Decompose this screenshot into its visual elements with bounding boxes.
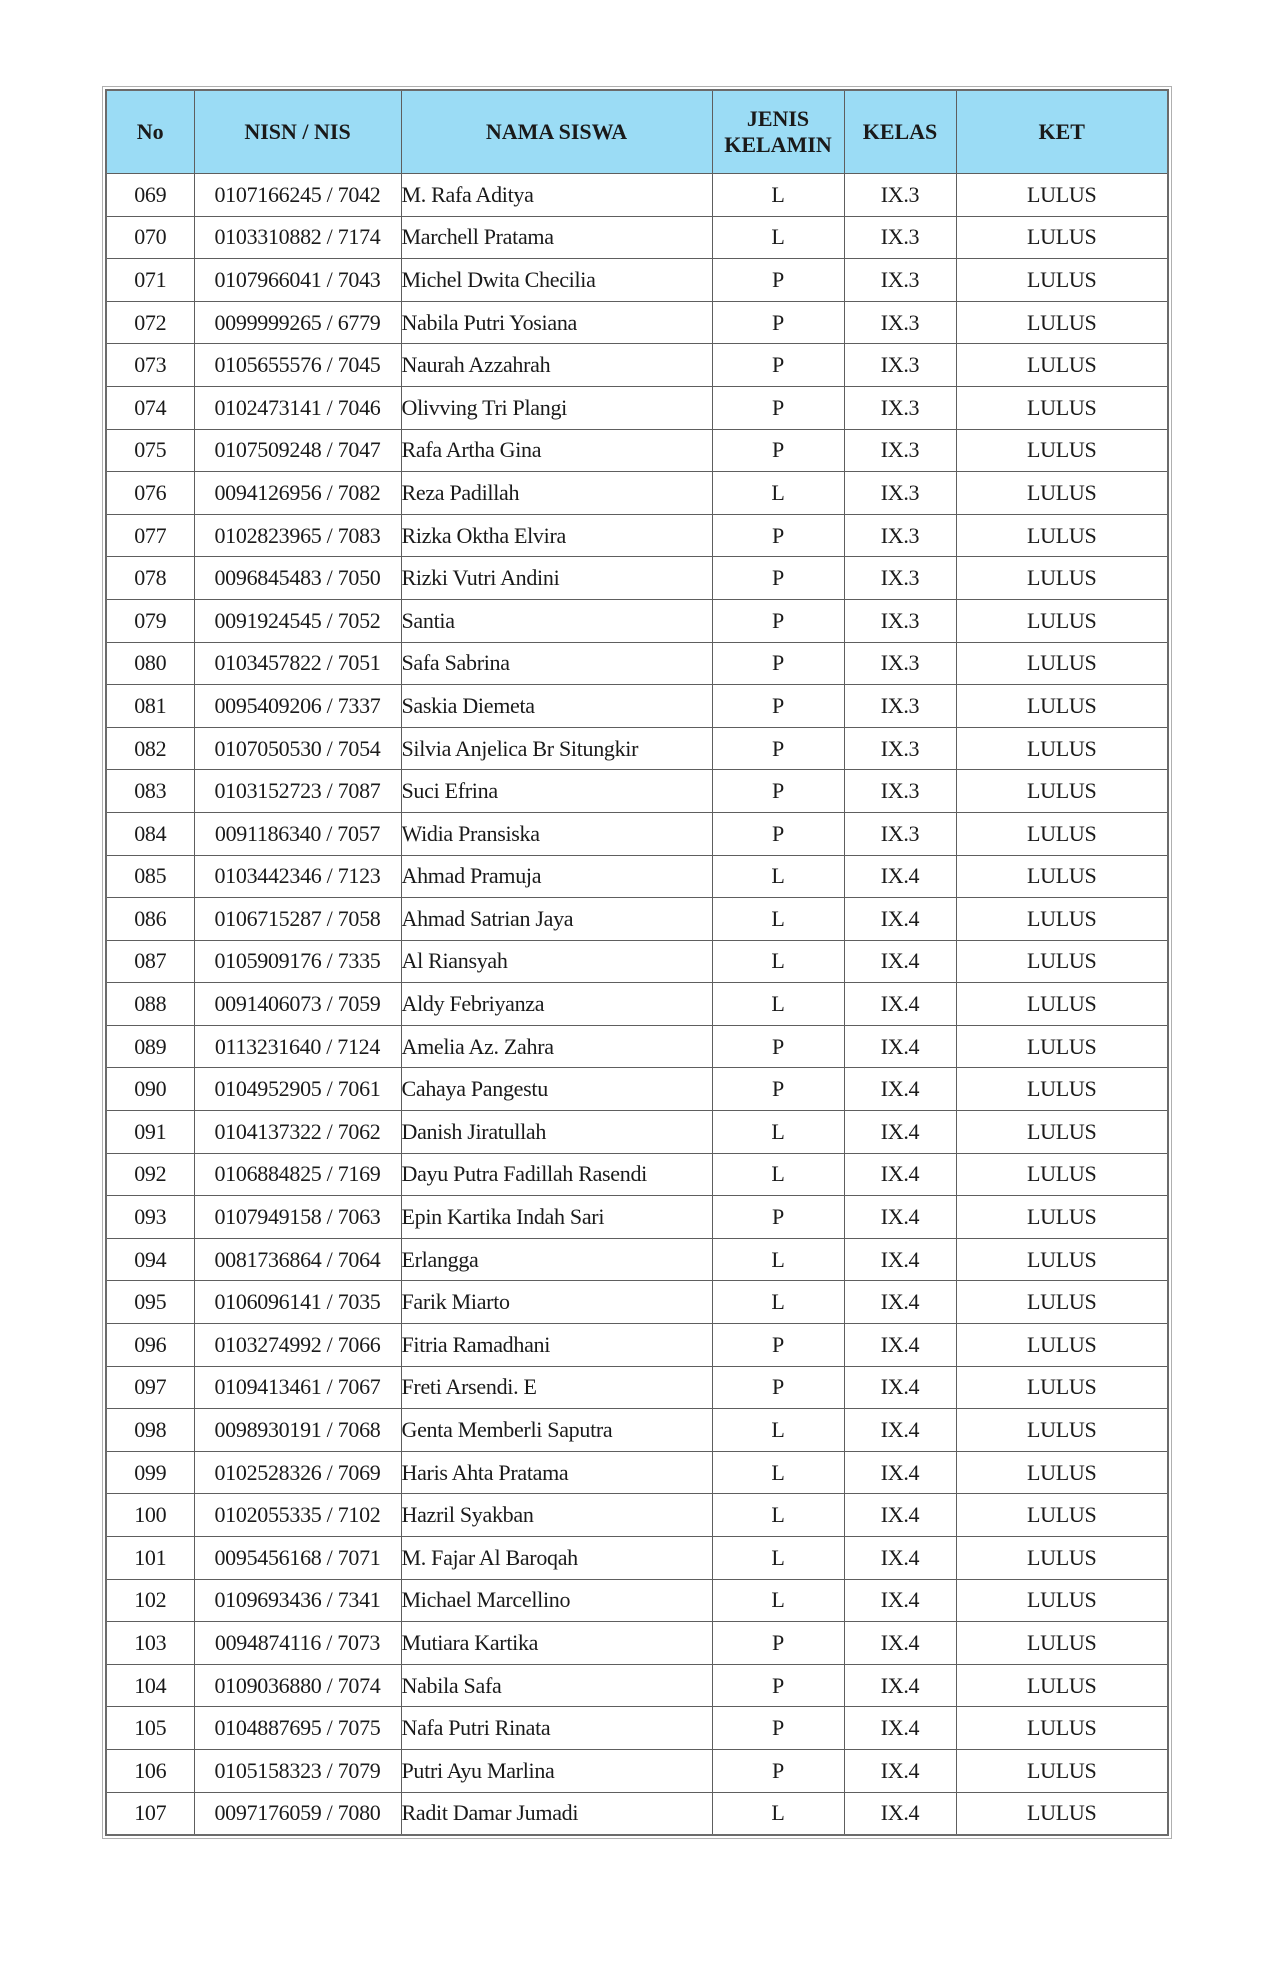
- cell-no: 096: [106, 1324, 194, 1367]
- cell-gender: P: [712, 1366, 844, 1409]
- cell-status: LULUS: [956, 1366, 1168, 1409]
- table-row: [106, 1494, 1168, 1537]
- table-row: [106, 1196, 1168, 1239]
- cell-status: LULUS: [956, 344, 1168, 387]
- cell-class: IX.3: [844, 599, 956, 642]
- cell-gender: P: [712, 642, 844, 685]
- cell-gender: P: [712, 429, 844, 472]
- cell-no: 093: [106, 1196, 194, 1239]
- cell-class: IX.4: [844, 940, 956, 983]
- cell-gender: L: [712, 1409, 844, 1452]
- cell-no: 072: [106, 301, 194, 344]
- cell-class: IX.4: [844, 983, 956, 1026]
- header-name: NAMA SISWA: [401, 90, 712, 174]
- table-row: [106, 216, 1168, 259]
- table-row: [106, 1707, 1168, 1750]
- table-row: [106, 1281, 1168, 1324]
- cell-nisn: 0102473141 / 7046: [194, 386, 401, 429]
- cell-no: 069: [106, 174, 194, 217]
- cell-student-name: Saskia Diemeta: [401, 685, 712, 728]
- cell-status: LULUS: [956, 1451, 1168, 1494]
- table-row: [106, 1025, 1168, 1068]
- cell-student-name: Dayu Putra Fadillah Rasendi: [401, 1153, 712, 1196]
- cell-gender: L: [712, 472, 844, 515]
- cell-class: IX.4: [844, 1451, 956, 1494]
- cell-student-name: Olivving Tri Plangi: [401, 386, 712, 429]
- cell-gender: P: [712, 1196, 844, 1239]
- cell-gender: P: [712, 557, 844, 600]
- cell-status: LULUS: [956, 514, 1168, 557]
- cell-status: LULUS: [956, 1537, 1168, 1580]
- cell-student-name: Danish Jiratullah: [401, 1111, 712, 1154]
- cell-status: LULUS: [956, 1664, 1168, 1707]
- cell-no: 077: [106, 514, 194, 557]
- cell-class: IX.3: [844, 557, 956, 600]
- cell-no: 075: [106, 429, 194, 472]
- cell-status: LULUS: [956, 1196, 1168, 1239]
- cell-no: 107: [106, 1792, 194, 1835]
- cell-student-name: Al Riansyah: [401, 940, 712, 983]
- cell-gender: P: [712, 599, 844, 642]
- cell-student-name: Rizka Oktha Elvira: [401, 514, 712, 557]
- cell-no: 099: [106, 1451, 194, 1494]
- cell-no: 074: [106, 386, 194, 429]
- cell-class: IX.4: [844, 1409, 956, 1452]
- cell-status: LULUS: [956, 301, 1168, 344]
- cell-status: LULUS: [956, 216, 1168, 259]
- table-row: [106, 429, 1168, 472]
- table-row: [106, 1366, 1168, 1409]
- cell-nisn: 0096845483 / 7050: [194, 557, 401, 600]
- header-sex-line1: JENIS: [746, 106, 810, 131]
- cell-nisn: 0099999265 / 6779: [194, 301, 401, 344]
- cell-status: LULUS: [956, 599, 1168, 642]
- table-row: [106, 1324, 1168, 1367]
- cell-no: 106: [106, 1749, 194, 1792]
- cell-student-name: Nabila Putri Yosiana: [401, 301, 712, 344]
- cell-nisn: 0094126956 / 7082: [194, 472, 401, 515]
- cell-no: 088: [106, 983, 194, 1026]
- cell-student-name: Michael Marcellino: [401, 1579, 712, 1622]
- cell-gender: L: [712, 983, 844, 1026]
- cell-nisn: 0107509248 / 7047: [194, 429, 401, 472]
- cell-student-name: Ahmad Satrian Jaya: [401, 898, 712, 941]
- table-row: [106, 259, 1168, 302]
- cell-student-name: Genta Memberli Saputra: [401, 1409, 712, 1452]
- table-row: [106, 940, 1168, 983]
- cell-student-name: Epin Kartika Indah Sari: [401, 1196, 712, 1239]
- cell-nisn: 0091406073 / 7059: [194, 983, 401, 1026]
- table-row: [106, 514, 1168, 557]
- table-row: [106, 1749, 1168, 1792]
- table-header: [106, 90, 1168, 174]
- cell-gender: P: [712, 301, 844, 344]
- cell-class: IX.4: [844, 1537, 956, 1580]
- cell-nisn: 0102055335 / 7102: [194, 1494, 401, 1537]
- cell-student-name: Haris Ahta Pratama: [401, 1451, 712, 1494]
- cell-gender: L: [712, 1494, 844, 1537]
- cell-student-name: Hazril Syakban: [401, 1494, 712, 1537]
- cell-nisn: 0097176059 / 7080: [194, 1792, 401, 1835]
- cell-student-name: Rafa Artha Gina: [401, 429, 712, 472]
- table-row: [106, 642, 1168, 685]
- cell-student-name: Silvia Anjelica Br Situngkir: [401, 727, 712, 770]
- table-row: [106, 1111, 1168, 1154]
- cell-nisn: 0105158323 / 7079: [194, 1749, 401, 1792]
- cell-no: 095: [106, 1281, 194, 1324]
- cell-nisn: 0104137322 / 7062: [194, 1111, 401, 1154]
- table-row: [106, 1238, 1168, 1281]
- table-row: [106, 855, 1168, 898]
- cell-no: 081: [106, 685, 194, 728]
- cell-status: LULUS: [956, 1324, 1168, 1367]
- cell-no: 076: [106, 472, 194, 515]
- cell-nisn: 0102528326 / 7069: [194, 1451, 401, 1494]
- table-row: [106, 983, 1168, 1026]
- cell-gender: P: [712, 685, 844, 728]
- cell-student-name: Aldy Febriyanza: [401, 983, 712, 1026]
- header-sex-line2: KELAMIN: [724, 132, 832, 157]
- cell-nisn: 0104887695 / 7075: [194, 1707, 401, 1750]
- cell-status: LULUS: [956, 642, 1168, 685]
- cell-gender: L: [712, 1537, 844, 1580]
- cell-class: IX.3: [844, 642, 956, 685]
- cell-gender: L: [712, 1579, 844, 1622]
- table-row: [106, 557, 1168, 600]
- cell-student-name: Freti Arsendi. E: [401, 1366, 712, 1409]
- cell-student-name: Nafa Putri Rinata: [401, 1707, 712, 1750]
- cell-class: IX.4: [844, 1792, 956, 1835]
- cell-class: IX.4: [844, 898, 956, 941]
- table-row: [106, 1068, 1168, 1111]
- cell-class: IX.3: [844, 472, 956, 515]
- table-row: [106, 1622, 1168, 1665]
- cell-class: IX.3: [844, 429, 956, 472]
- cell-student-name: Reza Padillah: [401, 472, 712, 515]
- table-row: [106, 174, 1168, 217]
- cell-gender: L: [712, 174, 844, 217]
- table-row: [106, 812, 1168, 855]
- cell-student-name: Radit Damar Jumadi: [401, 1792, 712, 1835]
- cell-gender: L: [712, 1153, 844, 1196]
- cell-class: IX.4: [844, 1196, 956, 1239]
- cell-gender: P: [712, 1622, 844, 1665]
- cell-gender: P: [712, 812, 844, 855]
- table-row: [106, 727, 1168, 770]
- cell-status: LULUS: [956, 1153, 1168, 1196]
- cell-status: LULUS: [956, 727, 1168, 770]
- cell-no: 078: [106, 557, 194, 600]
- header-ket: KET: [956, 90, 1168, 174]
- header-nisn: NISN / NIS: [194, 90, 401, 174]
- cell-class: IX.4: [844, 1111, 956, 1154]
- cell-gender: L: [712, 940, 844, 983]
- cell-gender: L: [712, 1111, 844, 1154]
- cell-nisn: 0109413461 / 7067: [194, 1366, 401, 1409]
- cell-status: LULUS: [956, 429, 1168, 472]
- cell-class: IX.4: [844, 1281, 956, 1324]
- cell-no: 105: [106, 1707, 194, 1750]
- cell-nisn: 0095456168 / 7071: [194, 1537, 401, 1580]
- cell-status: LULUS: [956, 1494, 1168, 1537]
- cell-nisn: 0091186340 / 7057: [194, 812, 401, 855]
- cell-no: 079: [106, 599, 194, 642]
- cell-nisn: 0113231640 / 7124: [194, 1025, 401, 1068]
- cell-class: IX.4: [844, 1707, 956, 1750]
- cell-no: 094: [106, 1238, 194, 1281]
- table-row: [106, 1579, 1168, 1622]
- cell-status: LULUS: [956, 1238, 1168, 1281]
- cell-no: 101: [106, 1537, 194, 1580]
- cell-class: IX.4: [844, 1238, 956, 1281]
- cell-status: LULUS: [956, 1622, 1168, 1665]
- cell-class: IX.4: [844, 1025, 956, 1068]
- cell-student-name: Safa Sabrina: [401, 642, 712, 685]
- cell-class: IX.3: [844, 812, 956, 855]
- cell-no: 073: [106, 344, 194, 387]
- cell-student-name: Fitria Ramadhani: [401, 1324, 712, 1367]
- cell-class: IX.3: [844, 216, 956, 259]
- cell-no: 098: [106, 1409, 194, 1452]
- cell-status: LULUS: [956, 983, 1168, 1026]
- cell-status: LULUS: [956, 1579, 1168, 1622]
- cell-status: LULUS: [956, 1025, 1168, 1068]
- cell-gender: P: [712, 344, 844, 387]
- cell-no: 092: [106, 1153, 194, 1196]
- cell-no: 100: [106, 1494, 194, 1537]
- cell-no: 102: [106, 1579, 194, 1622]
- cell-no: 071: [106, 259, 194, 302]
- cell-status: LULUS: [956, 1749, 1168, 1792]
- cell-class: IX.4: [844, 1068, 956, 1111]
- cell-class: IX.4: [844, 1366, 956, 1409]
- cell-class: IX.4: [844, 1664, 956, 1707]
- cell-nisn: 0105909176 / 7335: [194, 940, 401, 983]
- cell-gender: L: [712, 1238, 844, 1281]
- cell-status: LULUS: [956, 1111, 1168, 1154]
- cell-status: LULUS: [956, 898, 1168, 941]
- cell-nisn: 0081736864 / 7064: [194, 1238, 401, 1281]
- cell-class: IX.3: [844, 301, 956, 344]
- cell-nisn: 0103442346 / 7123: [194, 855, 401, 898]
- cell-student-name: M. Fajar Al Baroqah: [401, 1537, 712, 1580]
- cell-status: LULUS: [956, 472, 1168, 515]
- cell-no: 080: [106, 642, 194, 685]
- cell-student-name: Cahaya Pangestu: [401, 1068, 712, 1111]
- table-row: [106, 386, 1168, 429]
- cell-nisn: 0091924545 / 7052: [194, 599, 401, 642]
- cell-status: LULUS: [956, 685, 1168, 728]
- cell-nisn: 0095409206 / 7337: [194, 685, 401, 728]
- cell-status: LULUS: [956, 1409, 1168, 1452]
- cell-gender: P: [712, 386, 844, 429]
- cell-student-name: Widia Pransiska: [401, 812, 712, 855]
- table-row: [106, 1153, 1168, 1196]
- cell-status: LULUS: [956, 259, 1168, 302]
- cell-nisn: 0106096141 / 7035: [194, 1281, 401, 1324]
- cell-nisn: 0094874116 / 7073: [194, 1622, 401, 1665]
- cell-gender: L: [712, 1281, 844, 1324]
- cell-gender: L: [712, 855, 844, 898]
- cell-gender: L: [712, 1451, 844, 1494]
- cell-nisn: 0107050530 / 7054: [194, 727, 401, 770]
- table-row: [106, 1664, 1168, 1707]
- cell-no: 086: [106, 898, 194, 941]
- cell-class: IX.4: [844, 1749, 956, 1792]
- cell-no: 084: [106, 812, 194, 855]
- table-row: [106, 1409, 1168, 1452]
- table-row: [106, 1792, 1168, 1835]
- cell-gender: P: [712, 259, 844, 302]
- table-row: [106, 599, 1168, 642]
- cell-status: LULUS: [956, 557, 1168, 600]
- cell-student-name: Nabila Safa: [401, 1664, 712, 1707]
- cell-nisn: 0106715287 / 7058: [194, 898, 401, 941]
- cell-student-name: Farik Miarto: [401, 1281, 712, 1324]
- cell-gender: L: [712, 898, 844, 941]
- cell-nisn: 0109036880 / 7074: [194, 1664, 401, 1707]
- header-row: [106, 90, 1168, 174]
- cell-gender: P: [712, 1025, 844, 1068]
- cell-class: IX.4: [844, 1324, 956, 1367]
- cell-student-name: Erlangga: [401, 1238, 712, 1281]
- cell-no: 087: [106, 940, 194, 983]
- cell-status: LULUS: [956, 174, 1168, 217]
- cell-gender: L: [712, 1792, 844, 1835]
- cell-student-name: Putri Ayu Marlina: [401, 1749, 712, 1792]
- cell-student-name: Mutiara Kartika: [401, 1622, 712, 1665]
- cell-nisn: 0104952905 / 7061: [194, 1068, 401, 1111]
- cell-gender: L: [712, 216, 844, 259]
- cell-nisn: 0109693436 / 7341: [194, 1579, 401, 1622]
- cell-class: IX.3: [844, 259, 956, 302]
- table-row: [106, 344, 1168, 387]
- table-row: [106, 898, 1168, 941]
- cell-student-name: Marchell Pratama: [401, 216, 712, 259]
- cell-nisn: 0106884825 / 7169: [194, 1153, 401, 1196]
- cell-status: LULUS: [956, 940, 1168, 983]
- cell-student-name: Suci Efrina: [401, 770, 712, 813]
- header-class: KELAS: [844, 90, 956, 174]
- cell-student-name: Naurah Azzahrah: [401, 344, 712, 387]
- cell-class: IX.3: [844, 514, 956, 557]
- header-no: No: [106, 90, 194, 174]
- cell-nisn: 0102823965 / 7083: [194, 514, 401, 557]
- cell-class: IX.3: [844, 770, 956, 813]
- table-row: [106, 301, 1168, 344]
- table-row: [106, 472, 1168, 515]
- cell-no: 091: [106, 1111, 194, 1154]
- cell-no: 104: [106, 1664, 194, 1707]
- cell-class: IX.3: [844, 344, 956, 387]
- cell-student-name: Santia: [401, 599, 712, 642]
- cell-gender: P: [712, 1664, 844, 1707]
- cell-status: LULUS: [956, 1281, 1168, 1324]
- cell-nisn: 0103457822 / 7051: [194, 642, 401, 685]
- cell-status: LULUS: [956, 1707, 1168, 1750]
- cell-nisn: 0103310882 / 7174: [194, 216, 401, 259]
- cell-gender: P: [712, 727, 844, 770]
- cell-nisn: 0107166245 / 7042: [194, 174, 401, 217]
- cell-nisn: 0103152723 / 7087: [194, 770, 401, 813]
- cell-class: IX.3: [844, 174, 956, 217]
- cell-student-name: M. Rafa Aditya: [401, 174, 712, 217]
- cell-gender: P: [712, 1749, 844, 1792]
- table-row: [106, 770, 1168, 813]
- cell-class: IX.4: [844, 1622, 956, 1665]
- cell-gender: P: [712, 1324, 844, 1367]
- cell-no: 083: [106, 770, 194, 813]
- cell-student-name: Rizki Vutri Andini: [401, 557, 712, 600]
- header-sex: [712, 90, 844, 174]
- cell-no: 082: [106, 727, 194, 770]
- cell-class: IX.3: [844, 386, 956, 429]
- cell-status: LULUS: [956, 1792, 1168, 1835]
- cell-gender: P: [712, 514, 844, 557]
- cell-nisn: 0107966041 / 7043: [194, 259, 401, 302]
- graduation-table: [105, 89, 1169, 1836]
- cell-gender: P: [712, 1707, 844, 1750]
- cell-class: IX.4: [844, 1579, 956, 1622]
- table-row: [106, 1451, 1168, 1494]
- cell-status: LULUS: [956, 855, 1168, 898]
- cell-nisn: 0103274992 / 7066: [194, 1324, 401, 1367]
- cell-nisn: 0107949158 / 7063: [194, 1196, 401, 1239]
- cell-no: 070: [106, 216, 194, 259]
- cell-status: LULUS: [956, 386, 1168, 429]
- cell-no: 090: [106, 1068, 194, 1111]
- cell-nisn: 0098930191 / 7068: [194, 1409, 401, 1452]
- table-row: [106, 1537, 1168, 1580]
- table-row: [106, 685, 1168, 728]
- cell-student-name: Ahmad Pramuja: [401, 855, 712, 898]
- cell-class: IX.3: [844, 727, 956, 770]
- cell-gender: P: [712, 770, 844, 813]
- cell-no: 085: [106, 855, 194, 898]
- cell-no: 097: [106, 1366, 194, 1409]
- cell-class: IX.4: [844, 1494, 956, 1537]
- cell-no: 089: [106, 1025, 194, 1068]
- cell-student-name: Michel Dwita Checilia: [401, 259, 712, 302]
- cell-gender: P: [712, 1068, 844, 1111]
- cell-status: LULUS: [956, 812, 1168, 855]
- cell-nisn: 0105655576 / 7045: [194, 344, 401, 387]
- cell-class: IX.3: [844, 685, 956, 728]
- cell-class: IX.4: [844, 1153, 956, 1196]
- cell-student-name: Amelia Az. Zahra: [401, 1025, 712, 1068]
- cell-status: LULUS: [956, 770, 1168, 813]
- cell-class: IX.4: [844, 855, 956, 898]
- table-body: [106, 174, 1168, 1836]
- cell-status: LULUS: [956, 1068, 1168, 1111]
- cell-no: 103: [106, 1622, 194, 1665]
